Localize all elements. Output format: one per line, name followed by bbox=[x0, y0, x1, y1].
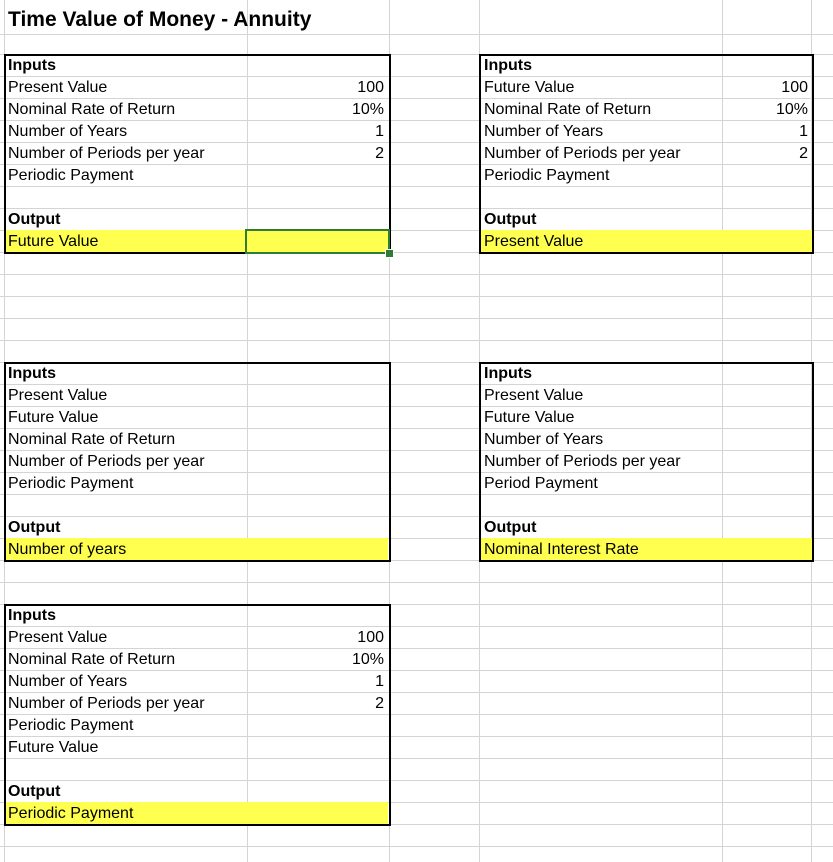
s2-label-3[interactable]: Number of Years bbox=[484, 123, 604, 140]
s1-label-1[interactable]: Present Value bbox=[8, 79, 108, 96]
s1-output-header[interactable]: Output bbox=[8, 211, 61, 228]
s3-label-5[interactable]: Periodic Payment bbox=[8, 475, 134, 492]
s4-label-1[interactable]: Present Value bbox=[484, 387, 584, 404]
s2-value-3[interactable]: 1 bbox=[799, 123, 808, 140]
s5-value-4[interactable]: 2 bbox=[375, 695, 384, 712]
s5-label-6[interactable]: Future Value bbox=[8, 739, 99, 756]
s4-inputs-header[interactable]: Inputs bbox=[484, 365, 532, 382]
active-cell-selection[interactable] bbox=[245, 229, 390, 254]
s2-label-4[interactable]: Number of Periods per year bbox=[484, 145, 681, 162]
s5-label-4[interactable]: Number of Periods per year bbox=[8, 695, 205, 712]
s1-output-label[interactable]: Future Value bbox=[8, 233, 99, 250]
s2-output-header[interactable]: Output bbox=[484, 211, 537, 228]
s1-inputs-header[interactable]: Inputs bbox=[8, 57, 56, 74]
s2-label-2[interactable]: Nominal Rate of Return bbox=[484, 101, 652, 118]
s5-output-label[interactable]: Periodic Payment bbox=[8, 805, 134, 822]
s4-label-4[interactable]: Number of Periods per year bbox=[484, 453, 681, 470]
s5-output-header[interactable]: Output bbox=[8, 783, 61, 800]
s5-value-3[interactable]: 1 bbox=[375, 673, 384, 690]
s3-label-4[interactable]: Number of Periods per year bbox=[8, 453, 205, 470]
s1-value-1[interactable]: 100 bbox=[357, 79, 384, 96]
s4-label-2[interactable]: Future Value bbox=[484, 409, 575, 426]
s3-output-header[interactable]: Output bbox=[8, 519, 61, 536]
s1-value-5[interactable] bbox=[247, 165, 388, 187]
s1-value-3[interactable]: 1 bbox=[375, 123, 384, 140]
s2-inputs-header[interactable]: Inputs bbox=[484, 57, 532, 74]
s5-value-5[interactable] bbox=[247, 715, 388, 737]
s5-label-3[interactable]: Number of Years bbox=[8, 673, 128, 690]
s5-value-2[interactable]: 10% bbox=[351, 651, 384, 668]
s1-label-3[interactable]: Number of Years bbox=[8, 123, 128, 140]
s1-label-2[interactable]: Nominal Rate of Return bbox=[8, 101, 176, 118]
s2-label-5[interactable]: Periodic Payment bbox=[484, 167, 610, 184]
s2-value-4[interactable]: 2 bbox=[799, 145, 808, 162]
s5-inputs-header[interactable]: Inputs bbox=[8, 607, 56, 624]
s2-value-2[interactable]: 10% bbox=[775, 101, 808, 118]
s1-label-5[interactable]: Periodic Payment bbox=[8, 167, 134, 184]
s1-label-4[interactable]: Number of Periods per year bbox=[8, 145, 205, 162]
s5-value-6[interactable] bbox=[247, 737, 388, 759]
s3-label-2[interactable]: Future Value bbox=[8, 409, 99, 426]
s3-label-3[interactable]: Nominal Rate of Return bbox=[8, 431, 176, 448]
s1-value-2[interactable]: 10% bbox=[351, 101, 384, 118]
s3-output-label[interactable]: Number of years bbox=[8, 541, 127, 558]
s4-output-header[interactable]: Output bbox=[484, 519, 537, 536]
s4-output-label[interactable]: Nominal Interest Rate bbox=[484, 541, 639, 558]
s4-label-5[interactable]: Period Payment bbox=[484, 475, 598, 492]
s1-value-4[interactable]: 2 bbox=[375, 145, 384, 162]
s5-label-5[interactable]: Periodic Payment bbox=[8, 717, 134, 734]
s4-label-3[interactable]: Number of Years bbox=[484, 431, 604, 448]
fill-handle[interactable] bbox=[385, 249, 394, 258]
s5-label-1[interactable]: Present Value bbox=[8, 629, 108, 646]
s2-output-label[interactable]: Present Value bbox=[484, 233, 584, 250]
s5-label-2[interactable]: Nominal Rate of Return bbox=[8, 651, 176, 668]
s3-label-1[interactable]: Present Value bbox=[8, 387, 108, 404]
s5-value-1[interactable]: 100 bbox=[357, 629, 384, 646]
s2-label-1[interactable]: Future Value bbox=[484, 79, 575, 96]
s3-inputs-header[interactable]: Inputs bbox=[8, 365, 56, 382]
s2-value-1[interactable]: 100 bbox=[781, 79, 808, 96]
sheet-title[interactable]: Time Value of Money - Annuity bbox=[8, 8, 312, 31]
s2-value-5[interactable] bbox=[722, 165, 812, 187]
